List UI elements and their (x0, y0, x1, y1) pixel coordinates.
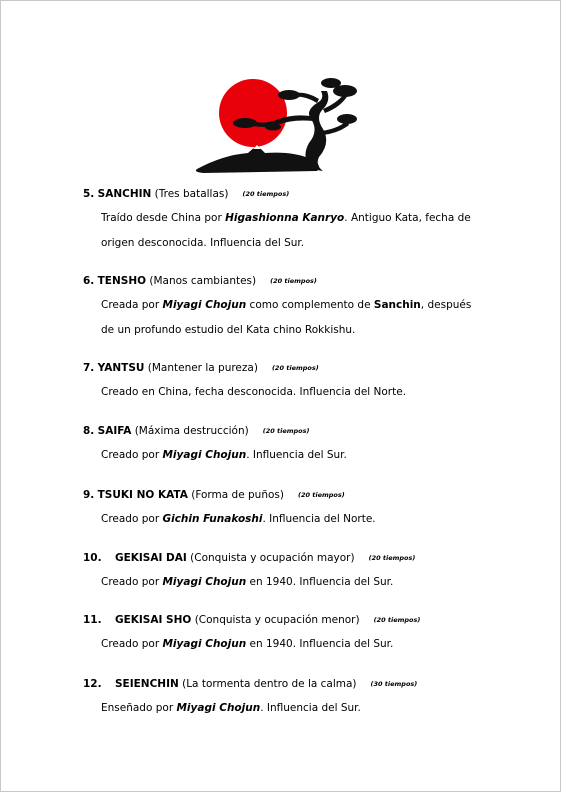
description-text: . Antiguo Kata, fecha de origen desconocida. Influencia del Sur. (101, 212, 471, 249)
kata-heading (83, 187, 289, 202)
description-emphasis: Sanchin (373, 299, 421, 311)
kata-tiempos: (20 tiempos) (271, 364, 319, 372)
kata-name: SANCHIN (97, 188, 152, 200)
description-text: . Influencia del Norte. (262, 513, 376, 525)
kata-heading (83, 361, 319, 376)
kata-heading (83, 677, 417, 692)
kata-tiempos: (20 tiempos) (373, 616, 421, 624)
kata-heading (83, 551, 415, 566)
kata-number: 9. (83, 489, 95, 501)
kata-name: GEKISAI DAI (114, 552, 187, 564)
kata-description (101, 632, 481, 657)
kata-meaning: (Conquista y ocupación menor) (194, 614, 360, 626)
description-text: Enseñado por (101, 702, 177, 714)
kata-meaning: (Tres batallas) (154, 188, 229, 200)
kata-meaning: (Conquista y ocupación mayor) (190, 552, 355, 564)
kata-meaning: (Mantener la pureza) (147, 362, 258, 374)
kata-name: TSUKI NO KATA (97, 489, 188, 501)
description-text: Creado por (101, 449, 163, 461)
kata-description (101, 443, 481, 468)
description-text: Traído desde China por (101, 212, 226, 224)
kata-number: 10. (83, 552, 102, 564)
kata-heading (83, 424, 310, 439)
description-emphasis: Miyagi Chojun (162, 638, 247, 650)
kata-tiempos: (20 tiempos) (242, 190, 290, 198)
description-text: Creado por (101, 513, 163, 525)
description-text: , después de un profundo estudio del Kata chino Rokkishu. (101, 299, 472, 336)
kata-tiempos: (20 tiempos) (368, 554, 416, 562)
kata-description (101, 380, 481, 405)
description-text: en 1940. Influencia del Sur. (246, 638, 394, 650)
kata-name: SAIFA (97, 425, 132, 437)
description-text: Creado por (101, 576, 163, 588)
kata-description (101, 696, 481, 721)
description-emphasis: Gichin Funakoshi (162, 513, 263, 525)
kata-description (101, 507, 481, 532)
description-text: Creado en China, fecha desconocida. Influencia del Norte. (101, 386, 407, 398)
description-text: Creado por (101, 638, 163, 650)
description-emphasis: Miyagi Chojun (162, 449, 247, 461)
kata-number: 12. (83, 678, 102, 690)
kata-description (101, 570, 481, 595)
kata-heading (83, 613, 420, 628)
kata-number: 8. (83, 425, 95, 437)
kata-name: GEKISAI SHO (114, 614, 192, 626)
kata-number: 5. (83, 188, 95, 200)
rising-sun-bonsai-logo-icon (193, 73, 363, 177)
kata-heading (83, 488, 345, 503)
description-emphasis: Miyagi Chojun (162, 299, 247, 311)
kata-description (101, 293, 481, 343)
kata-tiempos: (20 tiempos) (262, 427, 310, 435)
description-text: como complemento de (246, 299, 374, 311)
kata-tiempos: (20 tiempos) (270, 277, 317, 285)
kata-tiempos: (30 tiempos) (370, 680, 418, 688)
kata-tiempos: (20 tiempos) (297, 491, 345, 499)
description-text: en 1940. Influencia del Sur. (246, 576, 394, 588)
kata-name: YANTSU (97, 362, 145, 374)
description-text: . Influencia del Sur. (260, 702, 361, 714)
description-emphasis: Higashionna Kanryo (225, 212, 345, 224)
kata-name: TENSHO (97, 275, 147, 287)
kata-name: SEIENCHIN (114, 678, 179, 690)
kata-number: 11. (83, 614, 102, 626)
kata-meaning: (Máxima destrucción) (134, 425, 249, 437)
description-emphasis: Miyagi Chojun (176, 702, 261, 714)
description-emphasis: Miyagi Chojun (162, 576, 247, 588)
description-text: Creada por (101, 299, 163, 311)
kata-meaning: (Forma de puños) (191, 489, 284, 501)
kata-number: 7. (83, 362, 95, 374)
kata-heading (83, 274, 317, 289)
kata-meaning: (Manos cambiantes) (149, 275, 257, 287)
kata-description (101, 206, 481, 256)
kata-number: 6. (83, 275, 95, 287)
description-text: . Influencia del Sur. (246, 449, 347, 461)
kata-meaning: (La tormenta dentro de la calma) (182, 678, 357, 690)
